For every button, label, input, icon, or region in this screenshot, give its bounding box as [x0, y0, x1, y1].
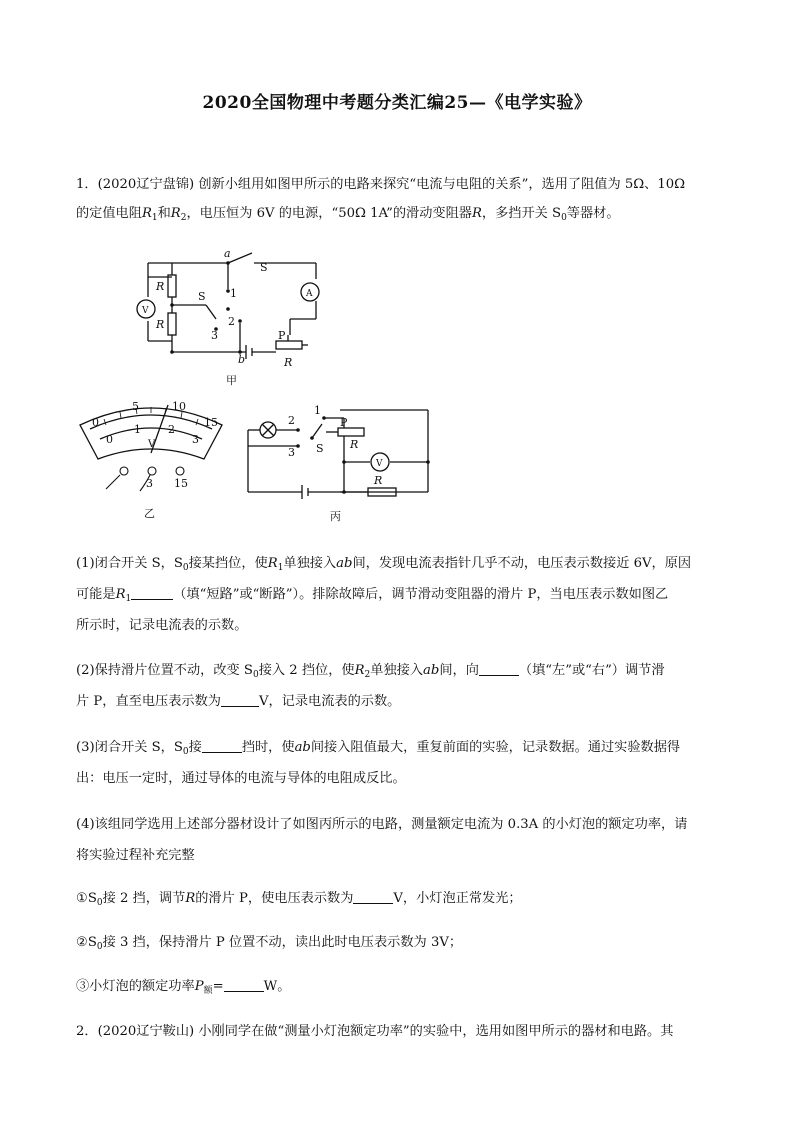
svg-text:2: 2 — [288, 414, 295, 427]
svg-text:R: R — [350, 438, 359, 451]
svg-text:A: A — [306, 289, 313, 299]
q1-sub4-line2: 将实验过程补充完整 — [76, 848, 195, 863]
svg-text:丙: 丙 — [330, 510, 341, 523]
svg-text:0: 0 — [106, 433, 113, 446]
svg-text:10: 10 — [172, 400, 186, 413]
svg-text:15: 15 — [174, 477, 188, 490]
answer-blank-2[interactable] — [479, 661, 519, 676]
q1-line2: 的定值电阻$R_1$和$R_2$，电压恒为 6V 的电源，“50Ω 1A”的滑动变阻器R，多挡开关 $S_0$等器材。 — [76, 206, 620, 223]
answer-blank-1[interactable] — [131, 585, 173, 600]
svg-text:V: V — [148, 439, 156, 450]
q1-sub1-line1: (1)闭合开关 S，$S_0$接某挡位，使$R_1$单独接入ab间，发现电流表指针几乎不动，电压表示数接近 6V，原因 — [76, 556, 692, 573]
svg-text:R: R — [374, 474, 383, 487]
svg-text:V: V — [142, 306, 149, 316]
svg-text:3: 3 — [288, 446, 295, 459]
answer-blank-5[interactable] — [353, 889, 393, 904]
svg-text:S: S — [316, 442, 324, 455]
q1-step1: $①S_0$接 2 挡，调节R的滑片 P，使电压表示数为 V，小灯泡正常发光； — [76, 891, 522, 908]
q1-step2: $②S_0$接 3 挡，保持滑片 P 位置不动，读出此时电压表示数为 3V； — [76, 935, 463, 952]
svg-text:S: S — [260, 261, 268, 274]
figure-yi-voltmeter — [76, 395, 226, 520]
svg-text:1: 1 — [134, 423, 141, 436]
answer-blank-3[interactable] — [221, 692, 259, 707]
svg-text:3: 3 — [192, 433, 199, 446]
answer-blank-6[interactable] — [224, 977, 264, 992]
svg-text:P: P — [278, 329, 286, 342]
figure-bing-circuit — [240, 400, 435, 525]
svg-text:5: 5 — [132, 400, 139, 413]
svg-text:15: 15 — [204, 416, 218, 429]
q1-sub1-line3: 所示时，记录电流表的示数。 — [76, 618, 248, 633]
q1-sub3-line1: (3)闭合开关 S，$S_0$接 挡时，使ab间接入阻值最大，重复前面的实验，记录数据。通过实验数据得 — [76, 740, 681, 757]
q1-step3: ③小灯泡的额定功率$P_额= W$。 — [76, 979, 291, 996]
svg-text:1: 1 — [314, 404, 321, 417]
svg-text:V: V — [376, 459, 383, 469]
svg-text:0: 0 — [92, 416, 99, 429]
svg-text:1: 1 — [230, 287, 237, 300]
page-title: 2020全国物理中考题分类汇编25—《电学实验》 — [202, 93, 592, 113]
svg-text:R: R — [156, 280, 165, 293]
svg-text:R: R — [156, 318, 165, 331]
svg-text:乙: 乙 — [144, 507, 155, 520]
svg-text:a: a — [224, 247, 231, 260]
svg-text:b: b — [238, 353, 246, 366]
q2-line1: 2．(2020辽宁鞍山) 小刚同学在做“测量小灯泡额定功率”的实验中，选用如图甲所示的器材和电路。其 — [76, 1024, 674, 1039]
q1-sub2-line2: 片 P，直至电压表示数为 V，记录电流表的示数。 — [76, 694, 401, 709]
figure-jia-circuit — [128, 245, 328, 390]
q1-sub2-line1: (2)保持滑片位置不动，改变 $S_0$接入 2 挡位，使$R_2$单独接入ab间，向 （填“左”或“右”）调节滑 — [76, 663, 665, 680]
svg-text:P: P — [340, 416, 348, 429]
answer-blank-4[interactable] — [202, 738, 242, 753]
svg-text:3: 3 — [146, 477, 153, 490]
svg-text:2: 2 — [168, 423, 175, 436]
svg-text:甲: 甲 — [226, 374, 237, 387]
svg-text:3: 3 — [211, 329, 218, 342]
svg-text:S: S — [198, 290, 206, 303]
svg-text:2: 2 — [228, 315, 235, 328]
q1-sub4-line1: (4)该组同学选用上述部分器材设计了如图丙所示的电路，测量额定电流为 0.3A 的小灯泡的额定功率，请 — [76, 817, 688, 832]
svg-text:R: R — [284, 356, 293, 369]
q1-sub3-line2: 出：电压一定时，通过导体的电流与导体的电阻成反比。 — [76, 771, 406, 786]
q1-sub1-line2: 可能是$R_1$ （填“短路”或“断路”）。排除故障后，调节滑动变阻器的滑片 P，当电压表示数如图乙 — [76, 587, 669, 604]
q1-line1: 1．(2020辽宁盘锦) 创新小组用如图甲所示的电路来探究“电流与电阻的关系”，选用了阻值为 5Ω、10Ω — [76, 177, 686, 192]
